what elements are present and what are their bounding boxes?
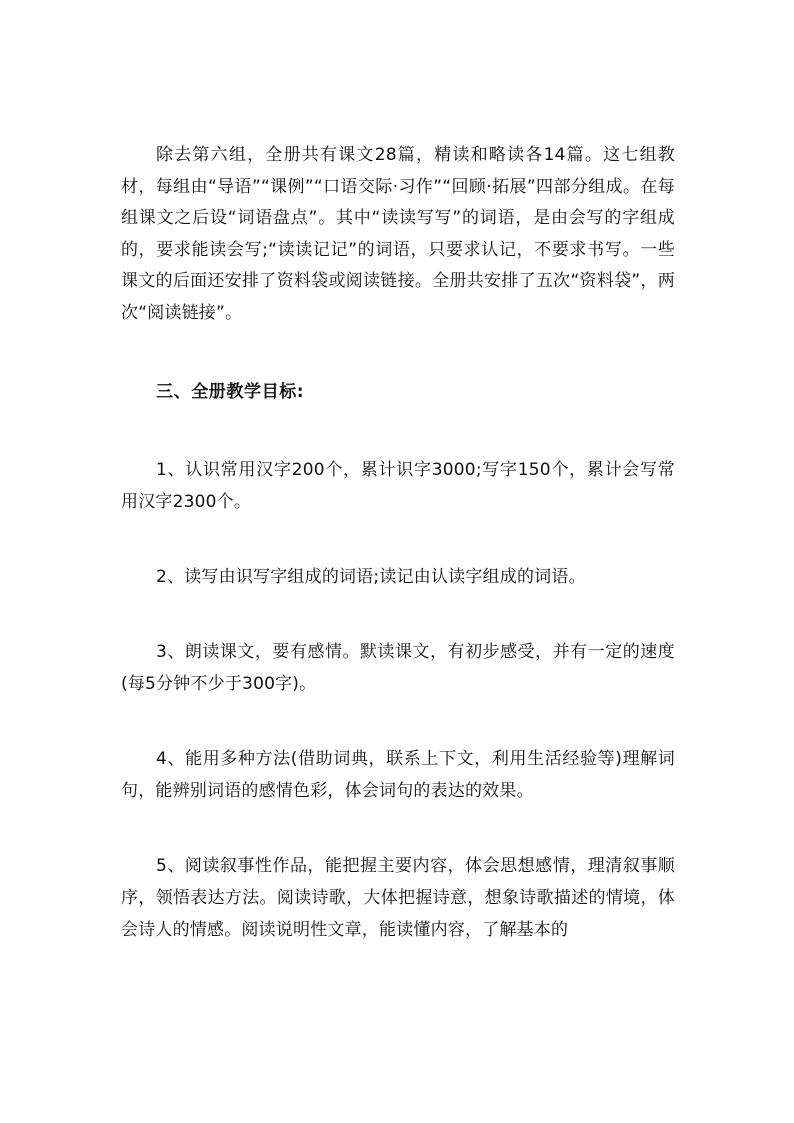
goal-item-3: 3、朗读课文，要有感情。默读课文，有初步感受，并有一定的速度(每5分钟不少于300字)。 bbox=[121, 641, 675, 694]
document-body bbox=[121, 140, 675, 946]
intro-paragraph: 除去第六组，全册共有课文28篇，精读和略读各14篇。这七组教材，每组由“导语”“课例”“口语交际·习作”“回顾·拓展”四部分组成。在每组课文之后设“词语盘点”。其中“读读写写”的词语，是由会写的字组成的，要求能读会写;“读读记记”的词语，只要求认记，不要求书写。一些课文的后面还安排了资料袋或阅读链接。全册共安排了五次“资料袋”，两次“阅读链接”。 bbox=[121, 145, 675, 323]
goal-item-2: 2、读写由识写字组成的词语;读记由认读字组成的词语。 bbox=[156, 567, 586, 588]
goal-item-5: 5、阅读叙事性作品，能把握主要内容，体会思想感情，理清叙事顺序，领悟表达方法。阅读诗歌，大体把握诗意，想象诗歌描述的情境，体会诗人的情感。阅读说明性文章，能读懂内容，了解基本的 bbox=[121, 856, 675, 940]
section-heading: 三、全册教学目标: bbox=[156, 381, 305, 402]
goal-item-1: 1、认识常用汉字200个，累计识字3000;写字150个，累计会写常用汉字2300个。 bbox=[121, 460, 675, 512]
goal-item-4: 4、能用多种方法(借助词典，联系上下文，利用生活经验等)理解词句，能辨别词语的感情色彩，体会词句的表达的效果。 bbox=[121, 749, 675, 801]
